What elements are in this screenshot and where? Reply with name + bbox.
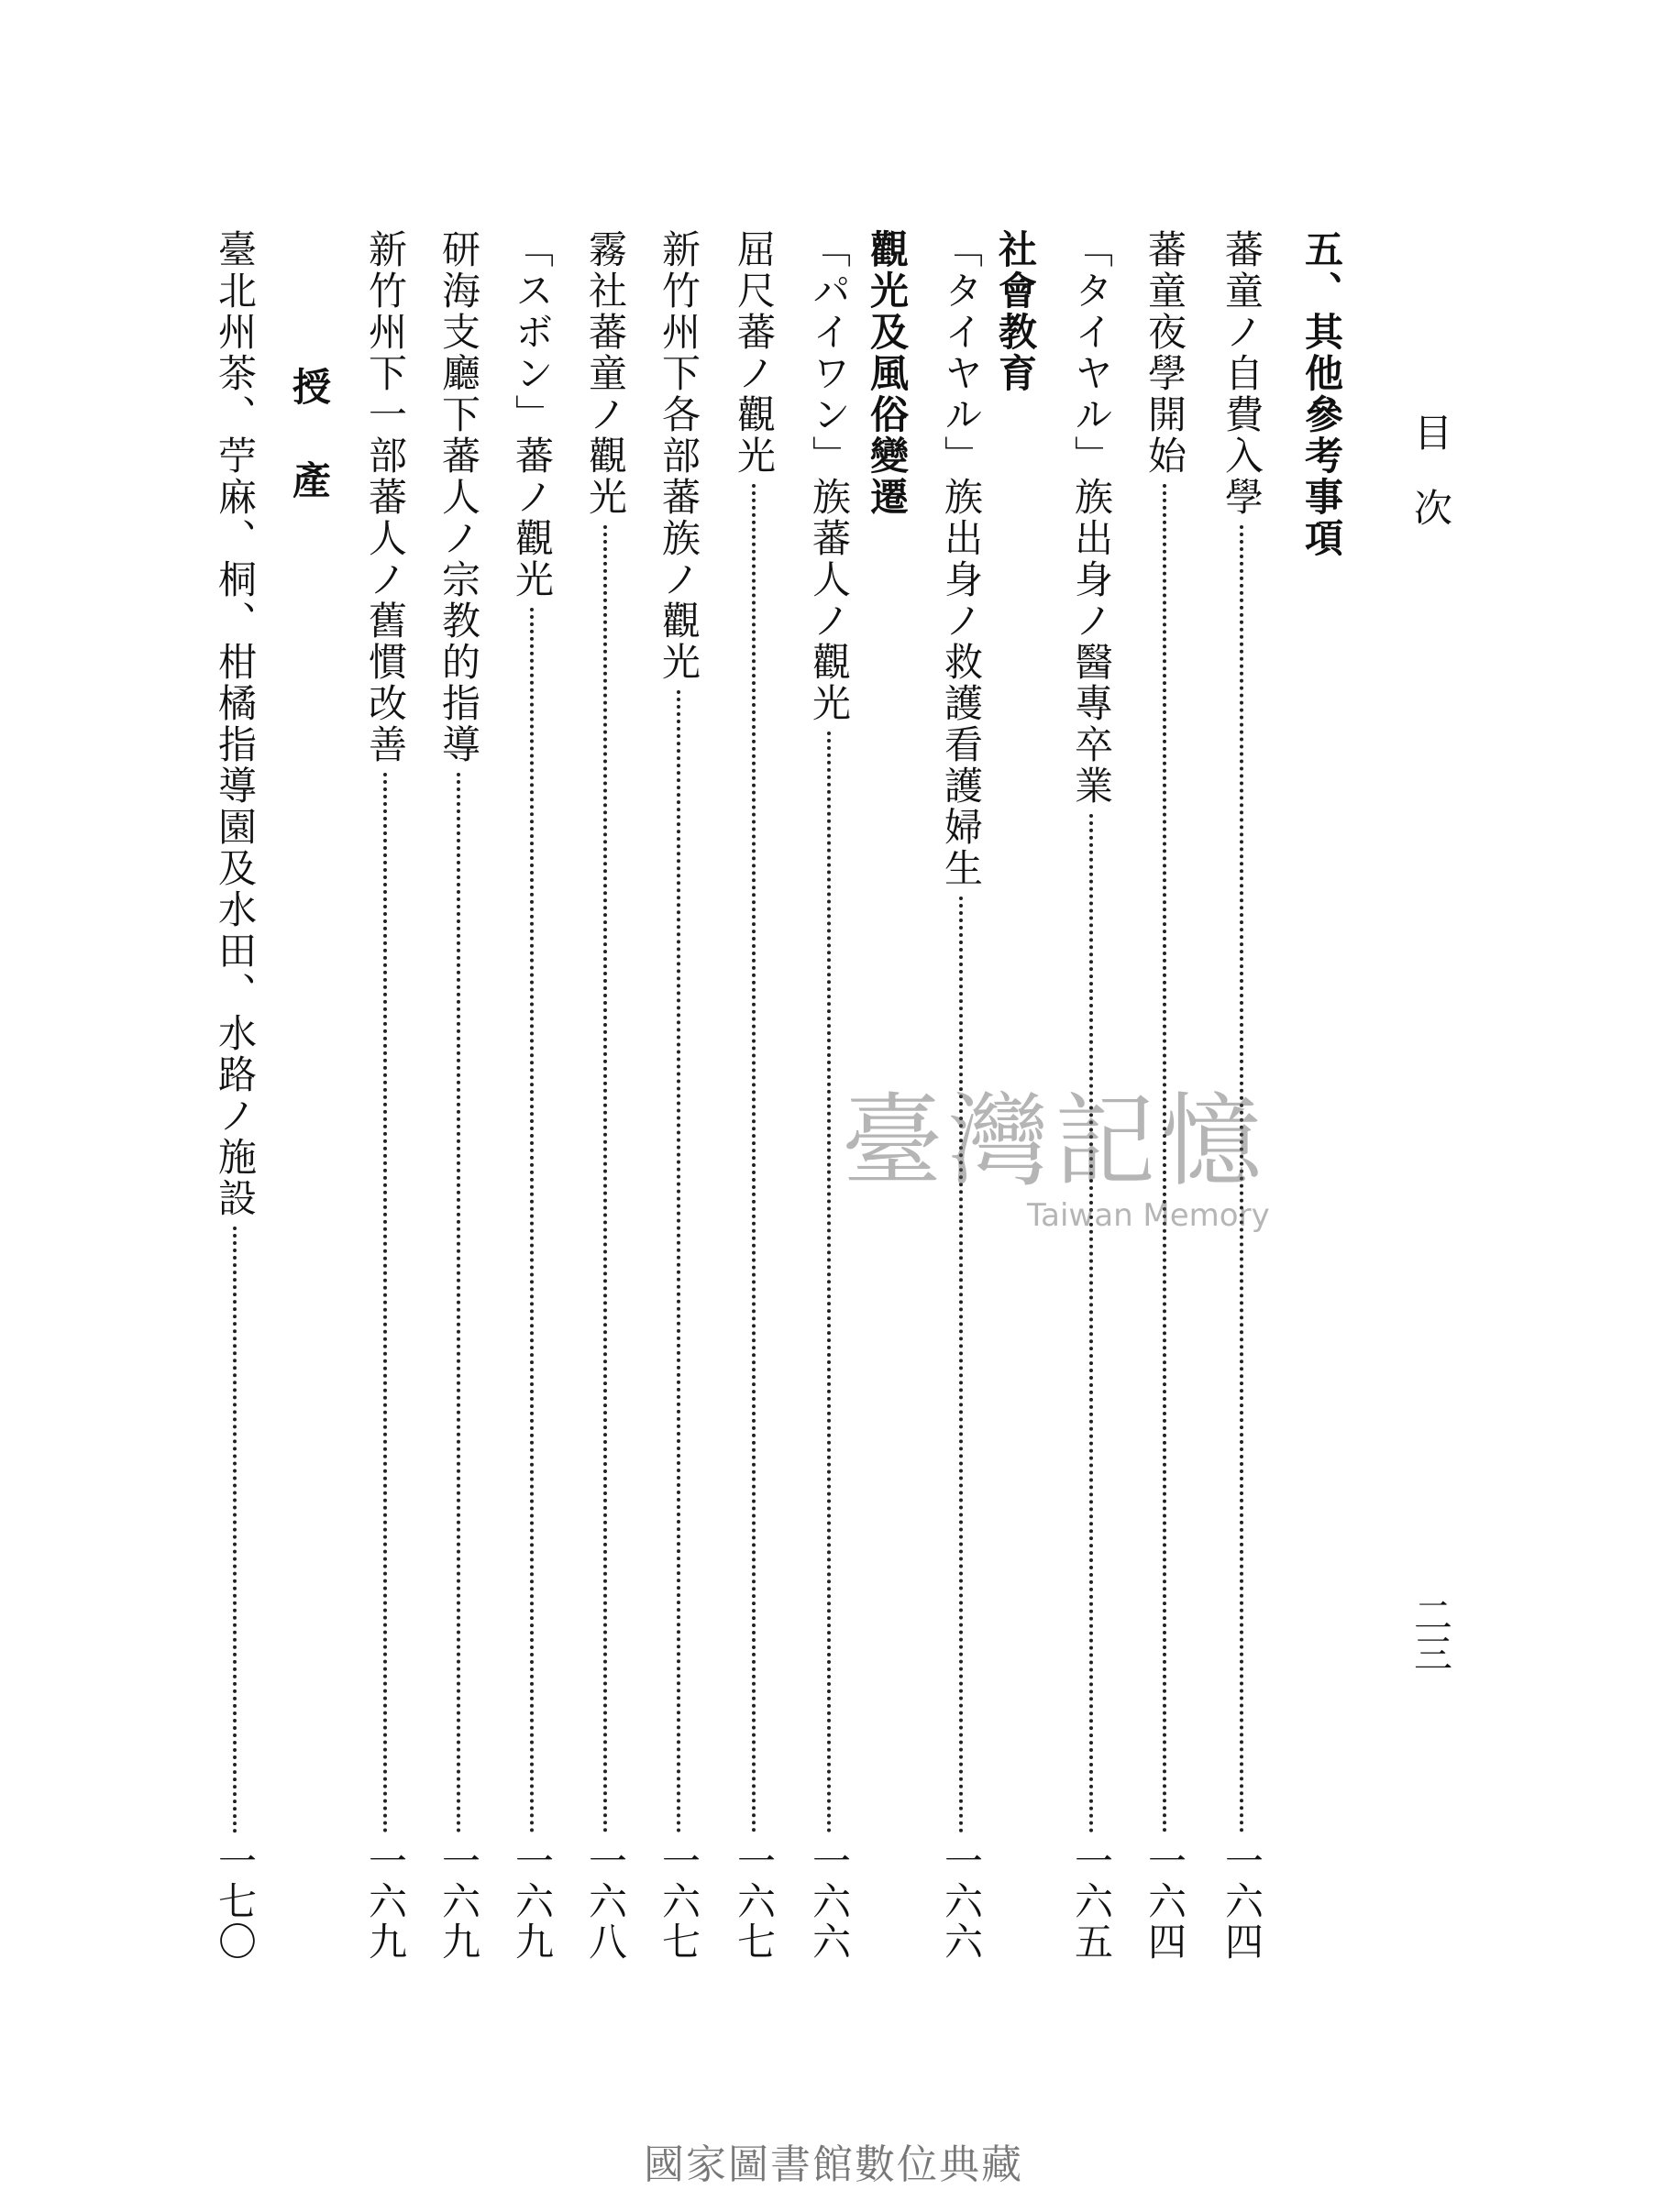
toc-entry-title: 新竹州下各部蕃族ノ觀光 xyxy=(657,229,701,683)
toc-entry-page: 一六四 xyxy=(1143,1841,1187,1962)
leader-dots xyxy=(233,1227,237,1833)
toc-entry[interactable] xyxy=(436,229,480,1962)
leader-dots xyxy=(603,525,607,1833)
toc-entry-page: 一六八 xyxy=(583,1841,628,1962)
section-heading-social: 社會教育 xyxy=(993,229,1038,394)
toc-entry[interactable] xyxy=(657,229,701,1962)
leader-dots xyxy=(383,773,387,1833)
toc-entry-page: 一六四 xyxy=(1220,1841,1264,1962)
toc-entry-page: 一六五 xyxy=(1069,1841,1114,1962)
section-heading-tourism: 觀光及風俗變遷 xyxy=(865,229,910,518)
watermark-english: Taiwan Memory xyxy=(1027,1197,1270,1234)
toc-entry-title: 新竹州下一部蕃人ノ舊慣改善 xyxy=(363,229,408,765)
taiwan-memory-watermark xyxy=(816,1083,1293,1256)
toc-entry-page: 一六九 xyxy=(510,1841,555,1962)
leader-dots xyxy=(457,773,460,1833)
toc-entry-title: 臺北州茶、苧麻、桐、柑橘指導園及水田、水路ノ施設 xyxy=(213,229,258,1219)
leader-dots xyxy=(752,484,756,1833)
toc-entry[interactable] xyxy=(510,229,554,1962)
leader-dots xyxy=(677,690,680,1833)
toc-entry[interactable] xyxy=(363,229,407,1962)
toc-entry-title: 「スボン」蕃ノ觀光 xyxy=(510,229,555,600)
toc-entry[interactable] xyxy=(732,229,776,1962)
toc-entry-page: 一六九 xyxy=(436,1841,481,1962)
toc-entry[interactable] xyxy=(213,229,257,1962)
toc-entry-title: 「パイワン」族蕃人ノ觀光 xyxy=(807,229,852,724)
toc-entry-title: 「タイヤル」族出身ノ救護看護婦生 xyxy=(939,229,984,889)
page-header-title: 目次 xyxy=(1408,413,1453,563)
leader-dots xyxy=(530,608,534,1833)
toc-entry-page: 一六七 xyxy=(732,1841,777,1962)
toc-entry-title: 屈尺蕃ノ觀光 xyxy=(732,229,777,477)
leader-dots xyxy=(827,732,831,1833)
toc-entry-title: 霧社蕃童ノ觀光 xyxy=(583,229,628,518)
toc-entry-title: 蕃童ノ自費入學 xyxy=(1220,229,1264,518)
section-heading-production: 授產 xyxy=(287,367,332,554)
toc-entry-page: 一六九 xyxy=(363,1841,408,1962)
toc-entry-page: 一六七 xyxy=(657,1841,701,1962)
page-number: 二三 xyxy=(1408,1595,1453,1672)
leader-dots xyxy=(1089,814,1093,1833)
toc-entry-title: 「タイヤル」族出身ノ醫專卒業 xyxy=(1069,229,1114,807)
leader-dots xyxy=(959,897,963,1833)
section-heading-five: 五、其他參考事項 xyxy=(1299,229,1344,559)
toc-entry[interactable] xyxy=(583,229,627,1962)
toc-entry-title: 蕃童夜學開始 xyxy=(1143,229,1187,477)
toc-entry-page: 一六六 xyxy=(939,1841,984,1962)
toc-entry-page: 一七〇 xyxy=(213,1841,258,1962)
watermark-chinese: 臺灣記憶 xyxy=(842,1083,1267,1200)
toc-entry-page: 一六六 xyxy=(807,1841,852,1962)
toc-entry-title: 研海支廳下蕃人ノ宗教的指導 xyxy=(436,229,481,765)
footer-credit: 國家圖書館數位典藏 xyxy=(644,2141,1023,2188)
